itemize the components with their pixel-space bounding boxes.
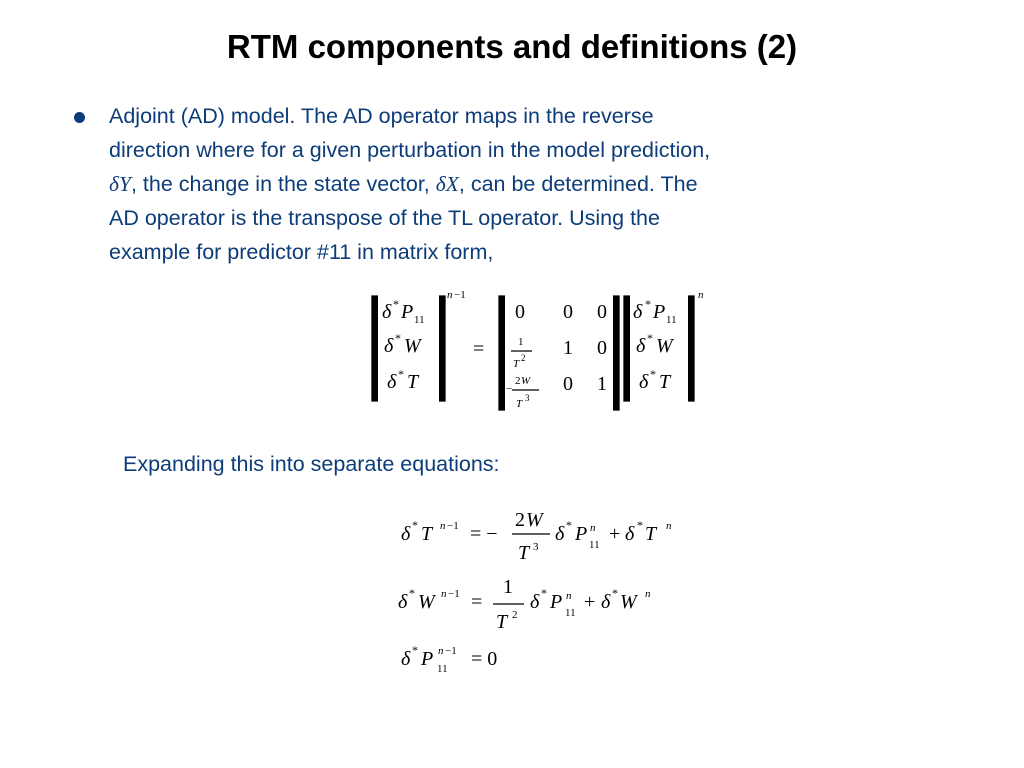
svg-text:T: T xyxy=(513,358,520,370)
svg-text:−: − xyxy=(506,383,513,395)
svg-text:2: 2 xyxy=(521,353,526,363)
svg-text:2: 2 xyxy=(515,509,525,531)
svg-text:δ: δ xyxy=(384,335,394,357)
svg-text:1: 1 xyxy=(597,373,607,395)
svg-text:δ: δ xyxy=(398,591,408,613)
svg-text:11: 11 xyxy=(589,539,600,551)
svg-text:0: 0 xyxy=(597,337,607,359)
svg-text:δ: δ xyxy=(401,523,411,545)
svg-text:W: W xyxy=(620,591,637,613)
svg-text:= −: = − xyxy=(470,523,498,545)
svg-text:11: 11 xyxy=(666,314,677,326)
svg-text:δ: δ xyxy=(625,523,635,545)
svg-text:11: 11 xyxy=(565,607,576,619)
svg-text:δ: δ xyxy=(401,648,411,670)
svg-text:W: W xyxy=(521,375,531,387)
svg-text:*: * xyxy=(412,643,418,657)
svg-text:T: T xyxy=(421,523,433,545)
svg-text:=: = xyxy=(473,338,485,360)
svg-text:T: T xyxy=(407,371,419,393)
svg-text:n: n xyxy=(698,289,704,301)
svg-text:*: * xyxy=(647,331,653,345)
delta-symbol: δ xyxy=(435,172,446,196)
svg-text:*: * xyxy=(645,297,651,311)
svg-text:−1: −1 xyxy=(447,520,459,532)
svg-text:δ: δ xyxy=(555,523,565,545)
svg-text:T: T xyxy=(496,611,508,633)
svg-text:*: * xyxy=(395,331,401,345)
svg-text:0: 0 xyxy=(515,301,525,323)
bullet-line: direction where for a given perturbation in the model prediction, xyxy=(109,138,711,162)
svg-text:T: T xyxy=(518,542,530,564)
svg-text:11: 11 xyxy=(437,663,448,675)
svg-text:2: 2 xyxy=(512,609,518,621)
delta-symbol: δ xyxy=(109,172,119,196)
svg-text:δ: δ xyxy=(601,591,611,613)
svg-text:T: T xyxy=(645,523,657,545)
svg-text:P: P xyxy=(575,523,588,545)
svg-text:n: n xyxy=(441,588,447,600)
svg-text:W: W xyxy=(656,335,673,357)
svg-text:n: n xyxy=(590,522,596,534)
svg-text:0: 0 xyxy=(563,373,573,395)
svg-text:*: * xyxy=(541,586,547,600)
equation-3 xyxy=(401,643,497,675)
svg-text:11: 11 xyxy=(414,314,425,326)
svg-text:*: * xyxy=(412,518,418,532)
svg-text:W: W xyxy=(404,335,421,357)
equation-2 xyxy=(398,576,651,633)
svg-text:δ: δ xyxy=(639,371,649,393)
svg-text:= 0: = 0 xyxy=(471,648,498,670)
svg-text:+: + xyxy=(609,523,621,545)
svg-text:*: * xyxy=(393,297,399,311)
svg-text:δ: δ xyxy=(636,335,646,357)
svg-text:n: n xyxy=(666,520,672,532)
svg-text:P: P xyxy=(421,648,434,670)
svg-text:n: n xyxy=(440,520,446,532)
svg-text:n: n xyxy=(447,289,453,301)
svg-text:n: n xyxy=(645,588,651,600)
svg-text:P: P xyxy=(653,301,666,323)
svg-text:n: n xyxy=(438,645,444,657)
svg-text:2: 2 xyxy=(515,375,521,387)
svg-text:−1: −1 xyxy=(445,645,457,657)
svg-text:3: 3 xyxy=(533,541,539,553)
svg-text:*: * xyxy=(637,518,643,532)
bullet-dot xyxy=(74,112,85,123)
svg-text:*: * xyxy=(612,586,618,600)
bullet-line: example for predictor #11 in matrix form, xyxy=(109,240,494,264)
equation-1 xyxy=(401,509,672,564)
svg-text:n: n xyxy=(566,590,572,602)
svg-text:*: * xyxy=(566,518,572,532)
svg-text:T: T xyxy=(659,371,671,393)
expanding-text: Expanding this into separate equations: xyxy=(123,452,500,476)
bullet-text: , the change in the state vector, xyxy=(130,172,436,196)
svg-text:*: * xyxy=(650,367,656,381)
svg-text:W: W xyxy=(526,509,543,531)
svg-text:δ: δ xyxy=(387,371,397,393)
svg-text:1: 1 xyxy=(518,336,524,348)
svg-text:P: P xyxy=(550,591,563,613)
y-symbol: Y xyxy=(119,172,131,196)
slide-title: RTM components and definitions (2) xyxy=(226,28,798,65)
svg-text:1: 1 xyxy=(503,576,513,598)
svg-text:W: W xyxy=(418,591,435,613)
svg-text:δ: δ xyxy=(382,301,392,323)
svg-text:0: 0 xyxy=(597,301,607,323)
svg-text:δ: δ xyxy=(633,301,643,323)
bullet-line: AD operator is the transpose of the TL operator. Using the xyxy=(109,206,660,230)
matrix-brackets xyxy=(372,296,694,410)
bullet-paragraph xyxy=(109,99,939,269)
svg-text:*: * xyxy=(398,367,404,381)
svg-text:T: T xyxy=(516,398,523,410)
svg-text:−1: −1 xyxy=(448,588,460,600)
svg-text:δ: δ xyxy=(530,591,540,613)
bullet-text: , can be determined. The xyxy=(458,172,698,196)
svg-text:0: 0 xyxy=(563,301,573,323)
svg-text:3: 3 xyxy=(525,393,530,403)
bullet-line: Adjoint (AD) model. The AD operator maps in the reverse xyxy=(109,104,654,128)
svg-text:+: + xyxy=(584,591,596,613)
x-symbol: X xyxy=(445,172,459,196)
svg-text:1: 1 xyxy=(563,337,573,359)
svg-text:P: P xyxy=(401,301,414,323)
svg-text:−1: −1 xyxy=(454,289,466,301)
svg-text:*: * xyxy=(409,586,415,600)
svg-text:=: = xyxy=(471,591,483,613)
bullet-line xyxy=(109,167,939,201)
